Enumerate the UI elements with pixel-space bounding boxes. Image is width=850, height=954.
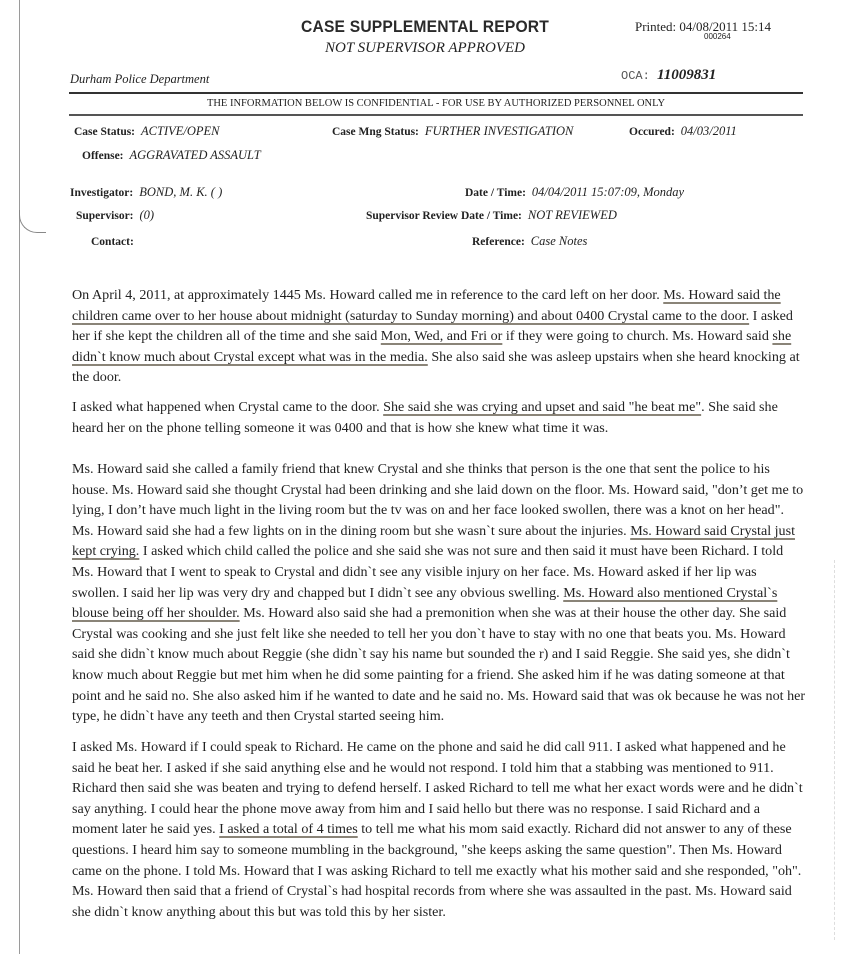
investigator-field xyxy=(70,183,222,201)
text-run: Ms. Howard said she called a family friend that knew Crystal and she thinks that person is the one that sent the police to his house. Ms. Howard said she thought Crystal had been drinking and she laid down on the floor. Ms. Howard said, "don’t get me to lying, I don’t have much light in the living room but the tv was on and her face looked swollen, there was a knot on her head". Ms. Howard said she had a few lights on in the dining room but she wasn`t sure about the injuries. xyxy=(72,461,804,539)
narrative-paragraph-4 xyxy=(72,737,807,922)
supervisor-value: (0) xyxy=(139,208,155,222)
text-run: I asked her if she kept the children all of the time and she said xyxy=(72,307,793,345)
underlined-text: Ms. Howard said Crystal just kept crying. xyxy=(72,522,795,560)
underlined-text: Ms. Howard also mentioned Crystal`s blouse being off her shoulder. xyxy=(72,584,778,622)
investigator-label: Investigator: xyxy=(70,187,134,199)
department-name: Durham Police Department xyxy=(70,72,210,86)
case-mng-status-label: Case Mng Status: xyxy=(332,126,419,138)
header-rule-top xyxy=(69,92,803,94)
date-time-field xyxy=(465,183,684,201)
header-rule-bottom xyxy=(69,114,803,116)
scan-margin-mark xyxy=(19,210,46,233)
report-title: CASE SUPPLEMENTAL REPORT xyxy=(300,17,550,36)
text-run: . She said she heard her on the phone telling someone it was 0400 and that is how she knew what time it was. xyxy=(72,399,778,436)
narrative-paragraph-2 xyxy=(72,397,807,438)
text-run: if they were going to church. Ms. Howard said xyxy=(502,328,773,345)
contact-field xyxy=(91,232,136,250)
text-run: to tell me what his mom said exactly. Richard did not answer to any of these questions. I heard him say to someone mumbling in the background, "she keeps asking the same question". Then Ms. Howard came on the phone. I told Ms. Howard that I was asking Richard to tell me exactly what his mother said and she responded, "oh". Ms. Howard then said that a friend of Crystal`s had hospital records from where she was assaulted in the past. Ms. Howard said she didn`t know anything about this but was told this by her sister. xyxy=(72,821,802,920)
printed-timestamp: Printed: 04/08/2011 15:14 xyxy=(635,19,772,34)
occured-value: 04/03/2011 xyxy=(680,124,737,138)
text-run: I asked what happened when Crystal came to the door. xyxy=(72,399,384,415)
underlined-text: Ms. Howard said the children came over to her house about midnight (saturday to Sunday morning) and about 0400 Crystal came to the door. xyxy=(72,287,781,324)
underlined-text: Mon, Wed, and Fri or xyxy=(380,328,503,345)
scan-margin-line xyxy=(19,0,20,954)
case-status-field xyxy=(74,122,219,140)
supervisor-review-field xyxy=(366,206,617,224)
case-mng-status-field xyxy=(332,122,573,140)
offense-label: Offense: xyxy=(82,150,124,162)
offense-value: AGGRAVATED ASSAULT xyxy=(129,148,261,162)
text-run: I asked which child called the police and she said she was not sure and then said it must have been Richard. I told Ms. Howard that I went to speak to Crystal and didn`t see any visible injury on her face. Ms. Howard asked if her lip was swollen. I said her lip was very dry and chapped but I didn`t see any obvious swelling. xyxy=(72,543,784,601)
occured-label: Occured: xyxy=(629,126,675,138)
underlined-text: she didn`t know much about Crystal except what was in the media. xyxy=(72,328,792,365)
date-time-label: Date / Time: xyxy=(465,187,526,199)
offense-field xyxy=(82,146,261,164)
case-status-label: Case Status: xyxy=(74,126,136,138)
reference-value: Case Notes xyxy=(530,234,588,248)
page-id: 000264 xyxy=(704,32,731,41)
occured-field xyxy=(629,122,737,140)
reference-label: Reference: xyxy=(472,236,525,248)
supervisor-review-label: Supervisor Review Date / Time: xyxy=(366,210,522,222)
case-mng-status-value: FURTHER INVESTIGATION xyxy=(424,124,574,138)
contact-label: Contact: xyxy=(91,236,134,248)
text-run: She also said she was asleep upstairs when she heard knocking at the door. xyxy=(72,348,800,386)
narrative-paragraph-3 xyxy=(72,459,807,727)
confidential-notice: THE INFORMATION BELOW IS CONFIDENTIAL - FOR USE BY AUTHORIZED PERSONNEL ONLY xyxy=(206,98,666,109)
supervisor-field xyxy=(76,206,154,224)
approval-status: NOT SUPERVISOR APPROVED xyxy=(325,40,525,56)
narrative-paragraph-1 xyxy=(72,285,807,388)
scan-edge-artifact xyxy=(834,560,836,940)
oca-label: OCA: xyxy=(621,69,650,83)
underlined-text: I asked a total of 4 times xyxy=(219,821,358,838)
reference-field xyxy=(472,232,587,250)
oca-field xyxy=(621,67,716,84)
supervisor-label: Supervisor: xyxy=(76,210,134,222)
text-run: I asked Ms. Howard if I could speak to Richard. He came on the phone and said he did call 911. I asked what happened and he said he beat her. I asked if she said anything else and he would not respond. I told him that a stabbing was mentioned to 911. Richard then said she was beaten and trying to defend herself. I asked Richard to tell me what her exact words were and he didn`t say anything. I could hear the phone move away from him and I said hello but there was no response. I said Richard and a moment later he said yes. xyxy=(72,739,803,838)
date-time-value: 04/04/2011 15:07:09, Monday xyxy=(531,185,685,199)
case-status-value: ACTIVE/OPEN xyxy=(141,124,220,138)
oca-number: 11009831 xyxy=(657,67,717,83)
supervisor-review-value: NOT REVIEWED xyxy=(527,208,617,222)
underlined-text: She said she was crying and upset and said "he beat me" xyxy=(383,399,702,415)
text-run: On April 4, 2011, at approximately 1445 Ms. Howard called me in reference to the card left on her door. xyxy=(72,287,664,303)
text-run: Ms. Howard also said she had a premonition when she was at their house the other day. She said Crystal was cooking and she just felt like she needed to tell her you don`t have to stay with no one that beats you. Ms. Howard said she didn`t know much about Reggie (she didn`t say his name but sounded the r) and I said Reggie. She said yes, she didn`t know much about Reggie but met him when he did some painting for a friend. She asked him if he was dating someone at that point and he said no. She also asked him if he wanted to date and he said no. Ms. Howard said that was ok because he was not her type, he didn`t have any teeth and then Crystal started seeing him. xyxy=(72,605,806,725)
investigator-value: BOND, M. K. ( ) xyxy=(139,185,223,199)
